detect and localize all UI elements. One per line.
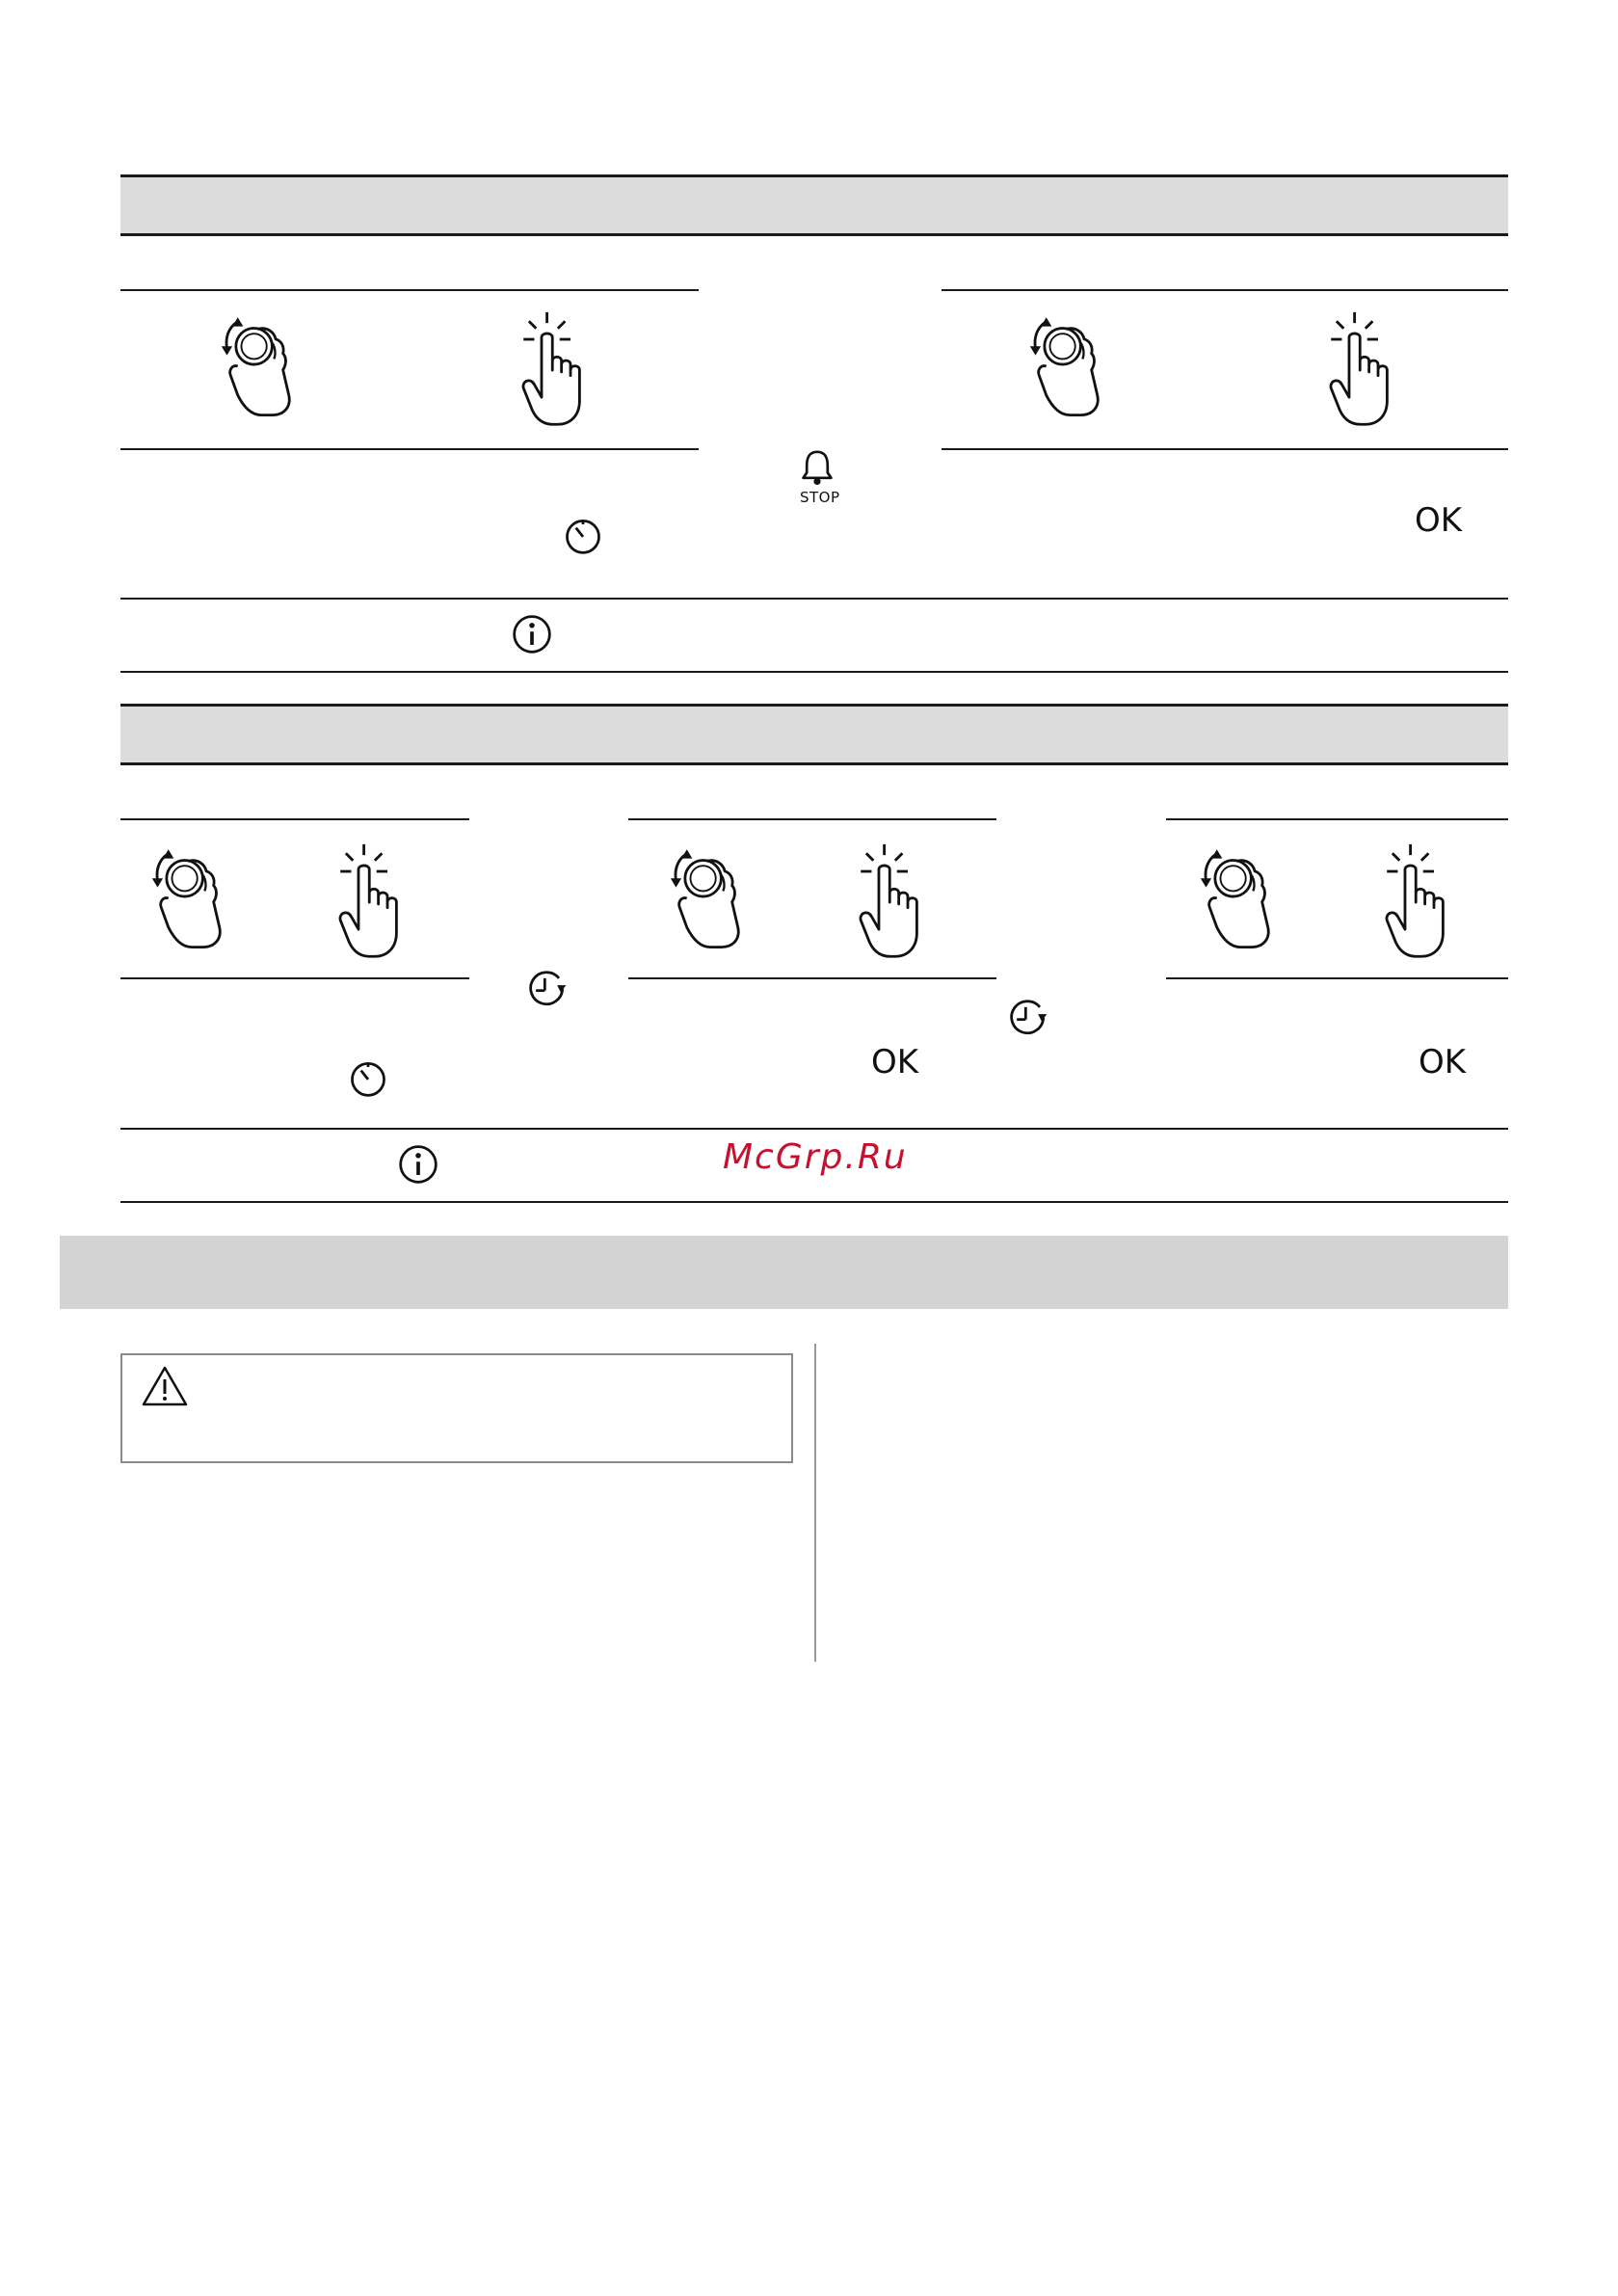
- bell-stop-icon: [800, 448, 835, 487]
- section2-info-rule-top: [120, 1128, 1508, 1130]
- section1-info-rule-bottom: [120, 671, 1508, 673]
- section1-step-rule-top-left: [120, 289, 699, 291]
- section2-step-rule-top-1: [120, 818, 469, 820]
- info-icon: [397, 1143, 439, 1186]
- section2-header-bar: [120, 704, 1508, 765]
- press-finger-icon: [328, 842, 418, 960]
- section2-step-rule-bottom-2: [628, 977, 996, 979]
- column-divider: [814, 1344, 816, 1662]
- ok-label: OK: [1419, 1043, 1467, 1081]
- ok-label: OK: [1415, 501, 1463, 540]
- watermark: McGrp.Ru: [723, 1137, 908, 1177]
- section1-header-bar: [120, 174, 1508, 236]
- press-finger-icon: [1318, 310, 1409, 428]
- timer-icon: [347, 1056, 389, 1099]
- section2-step-rule-bottom-3: [1166, 977, 1508, 979]
- press-finger-icon: [511, 310, 601, 428]
- section3-header-bar: [60, 1236, 1508, 1309]
- warning-box: [120, 1353, 793, 1463]
- section1-step-rule-top-right: [942, 289, 1508, 291]
- turn-knob-hand-icon: [210, 307, 316, 424]
- section2-step-rule-top-2: [628, 818, 996, 820]
- press-finger-icon: [848, 842, 939, 960]
- turn-knob-hand-icon: [659, 839, 765, 956]
- end-time-icon: [525, 966, 571, 1008]
- section2-info-rule-bottom: [120, 1201, 1508, 1203]
- section1-step-rule-bottom-left: [120, 448, 699, 450]
- press-finger-icon: [1374, 842, 1465, 960]
- section1-info-rule-top: [120, 598, 1508, 600]
- timer-icon: [562, 514, 604, 556]
- turn-knob-hand-icon: [141, 839, 247, 956]
- section2-step-rule-bottom-1: [120, 977, 469, 979]
- ok-label: OK: [871, 1043, 919, 1081]
- info-icon: [511, 613, 553, 655]
- section2-step-rule-top-3: [1166, 818, 1508, 820]
- section1-step-rule-bottom-right: [942, 448, 1508, 450]
- end-time-icon: [1006, 995, 1052, 1037]
- turn-knob-hand-icon: [1189, 839, 1295, 956]
- warning-triangle-icon: [142, 1365, 188, 1407]
- turn-knob-hand-icon: [1019, 307, 1125, 424]
- stop-label: STOP: [800, 489, 840, 506]
